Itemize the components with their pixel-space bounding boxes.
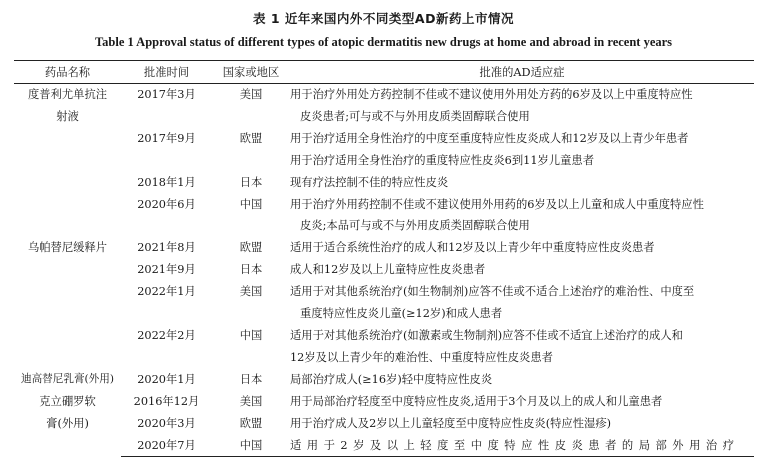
table-header-row: [14, 61, 754, 84]
indication: 适用于适合系统性治疗的成人和12岁及以上青少年中重度特应性皮炎患者: [290, 241, 655, 255]
indication: 成人和12岁及以上儿童特应性皮炎患者: [290, 263, 486, 277]
region: 中国: [239, 197, 263, 211]
region: 美国: [239, 88, 263, 101]
table-caption-chinese: 表 1 近年来国内外不同类型AD新药上市情况: [253, 11, 514, 26]
table-row: [14, 84, 754, 128]
approval-table: [14, 60, 754, 457]
drug-name-delgocitinib: 迪高替尼乳膏(外用): [20, 372, 114, 385]
region: 欧盟: [239, 416, 263, 430]
region: 日本: [239, 175, 263, 189]
header-indication: 批准的AD适应症: [290, 61, 754, 84]
indication: 用于局部治疗轻度至中度特应性皮炎,适用于3个月及以上的成人和儿童患者: [290, 394, 663, 408]
approval-date: 2021年8月: [137, 241, 196, 255]
approval-date: 2020年1月: [137, 372, 196, 386]
table-caption-english: Table 1 Approval status of different types of atopic dermatitis new drugs at home and abroad in recent years: [94, 35, 673, 49]
table-row: [14, 259, 754, 281]
region: 日本: [239, 263, 263, 277]
table-row: [14, 281, 754, 325]
drug-name-upadacitinib: 乌帕替尼缓释片: [27, 241, 108, 255]
region: 美国: [239, 285, 263, 299]
region: 中国: [212, 435, 290, 457]
region: 美国: [239, 394, 263, 408]
table-row: [14, 325, 754, 369]
approval-date: 2017年9月: [137, 131, 196, 145]
indication: 适用于对其他系统治疗(如生物制剂)应答不佳或不适合上述治疗的难治性、中度至 重度特应性皮炎儿童(≥12岁)和成人患者: [290, 285, 695, 321]
indication: 适用于2岁及以上轻度至中度特应性皮炎患者的局部外用治疗: [290, 435, 754, 457]
indication: 现有疗法控制不佳的特应性皮炎: [290, 175, 449, 189]
table-row: [14, 237, 754, 259]
approval-date: 2021年9月: [137, 263, 196, 277]
table-row: [14, 435, 754, 457]
indication: 用于治疗外用药控制不佳或不建议使用外用药的6岁及以上儿童和成人中重度特应性 皮炎;本品可与或不与外用皮质类固醇联合使用: [290, 197, 704, 233]
region: 中国: [239, 328, 263, 342]
approval-date: 2020年6月: [137, 197, 196, 211]
approval-date: 2017年3月: [137, 88, 196, 101]
approval-date: 2020年3月: [137, 416, 196, 430]
indication: 适用于对其他系统治疗(如激素或生物制剂)应答不佳或不适宜上述治疗的成人和 12岁及以上青少年的难治性、中重度特应性皮炎患者: [290, 328, 683, 364]
table-row: [14, 369, 754, 391]
approval-date: 2022年1月: [137, 285, 196, 299]
drug-name-dupilumab: 度普利尤单抗注 射液: [27, 88, 108, 123]
region: 欧盟: [239, 241, 263, 255]
table-row: [14, 194, 754, 238]
region: 欧盟: [239, 131, 263, 145]
table-row: [14, 391, 754, 413]
table-row: [14, 172, 754, 194]
approval-date: 2022年2月: [137, 328, 196, 342]
indication: 用于治疗外用处方药控制不佳或不建议使用外用处方药的6岁及以上中重度特应性 皮炎患者;可与或不与外用皮质类固醇联合使用: [290, 88, 693, 123]
indication: 用于治疗成人及2岁以上儿童轻度至中度特应性皮炎(特应性湿疹): [290, 416, 612, 430]
header-approval-date: 批准时间: [121, 61, 212, 84]
region: 日本: [239, 372, 263, 386]
header-region: 国家或地区: [212, 61, 290, 84]
header-drug-name: 药品名称: [14, 61, 121, 84]
approval-date: 2020年7月: [121, 435, 212, 457]
table-row: [14, 413, 754, 435]
drug-name-crisaborole: 克立硼罗软 膏(外用): [39, 394, 96, 430]
approval-date: 2018年1月: [137, 175, 196, 189]
approval-date: 2016年12月: [133, 394, 200, 408]
indication: 局部治疗成人(≥16岁)轻中度特应性皮炎: [290, 372, 493, 386]
table-row: [14, 128, 754, 172]
indication: 用于治疗适用全身性治疗的中度至重度特应性皮炎成人和12岁及以上青少年患者 用于治疗适用全身性治疗的重度特应性皮炎6到11岁儿童患者: [290, 131, 689, 167]
